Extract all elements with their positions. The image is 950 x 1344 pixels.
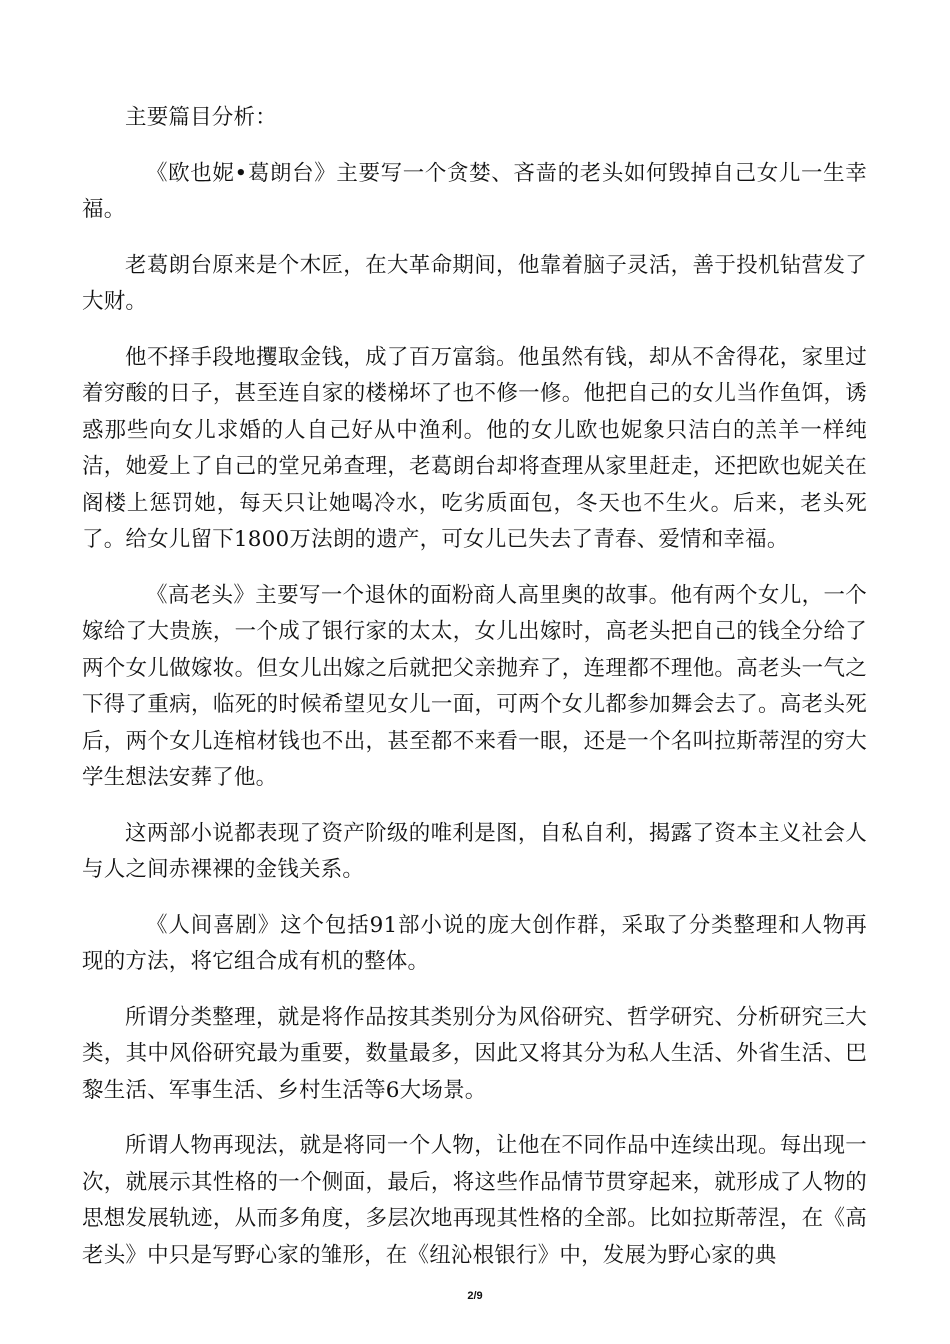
paragraph-classification: 所谓分类整理，就是将作品按其类别分为风俗研究、哲学研究、分析研究三大类，其中风俗研究最为重要，数量最多，因此又将其分为私人生活、外省生活、巴黎生活、军事生活、乡村生活等6大场景。 [82, 1004, 867, 1103]
paragraph-eugenie-grandet: 《欧也妮•葛朗台》主要写一个贪婪、吝啬的老头如何毁掉自己女儿一生幸福。 [82, 160, 867, 222]
page-number: 2/9 [467, 1290, 483, 1302]
paragraph-grandet-greed: 他不择手段地攫取金钱，成了百万富翁。他虽然有钱，却从不舍得花，家里过着穷酸的日子，甚至连自家的楼梯坏了也不修一修。他把自己的女儿当作鱼饵，诱惑那些向女儿求婚的人自己好从中渔利。他的女儿欧也妮象只洁白的羔羊一样纯洁，她爱上了自己的堂兄弟查理，老葛朗台却将查理从家里赶走，还把欧也妮关在阁楼上惩罚她，每天只让她喝冷水，吃劣质面包，冬天也不生火。后来，老头死了。给女儿留下1800万法朗的遗产，可女儿已失去了青春、爱情和幸福。 [82, 344, 867, 552]
paragraph-pere-goriot: 《高老头》主要写一个退休的面粉商人高里奥的故事。他有两个女儿，一个嫁给了大贵族，一个成了银行家的太太，女儿出嫁时，高老头把自己的钱全分给了两个女儿做嫁妆。但女儿出嫁之后就把父亲抛弃了，连理都不理他。高老头一气之下得了重病，临死的时候希望见女儿一面，可两个女儿都参加舞会去了。高老头死后，两个女儿连棺材钱也不出，甚至都不来看一眼，还是一个名叫拉斯蒂涅的穷大学生想法安葬了他。 [82, 582, 867, 790]
paragraph-human-comedy: 《人间喜剧》这个包括91部小说的庞大创作群，采取了分类整理和人物再现的方法，将它组合成有机的整体。 [82, 912, 867, 974]
paragraph-heading: 主要篇目分析： [125, 105, 277, 130]
paragraph-summary: 这两部小说都表现了资产阶级的唯利是图，自私自利，揭露了资本主义社会人与人之间赤裸裸的金钱关系。 [82, 820, 867, 882]
paragraph-character-reappearance: 所谓人物再现法，就是将同一个人物，让他在不同作品中连续出现。每出现一次，就展示其性格的一个侧面，最后，将这些作品情节贯穿起来，就形成了人物的思想发展轨迹，从而多角度，多层次地再现其性格的全部。比如拉斯蒂涅，在《高老头》中只是写野心家的雏形，在《纽沁根银行》中，发展为野心家的典 [82, 1133, 867, 1268]
paragraph-old-grandet: 老葛朗台原来是个木匠，在大革命期间，他靠着脑子灵活，善于投机钻营发了大财。 [82, 252, 867, 314]
document-body [82, 100, 867, 1293]
